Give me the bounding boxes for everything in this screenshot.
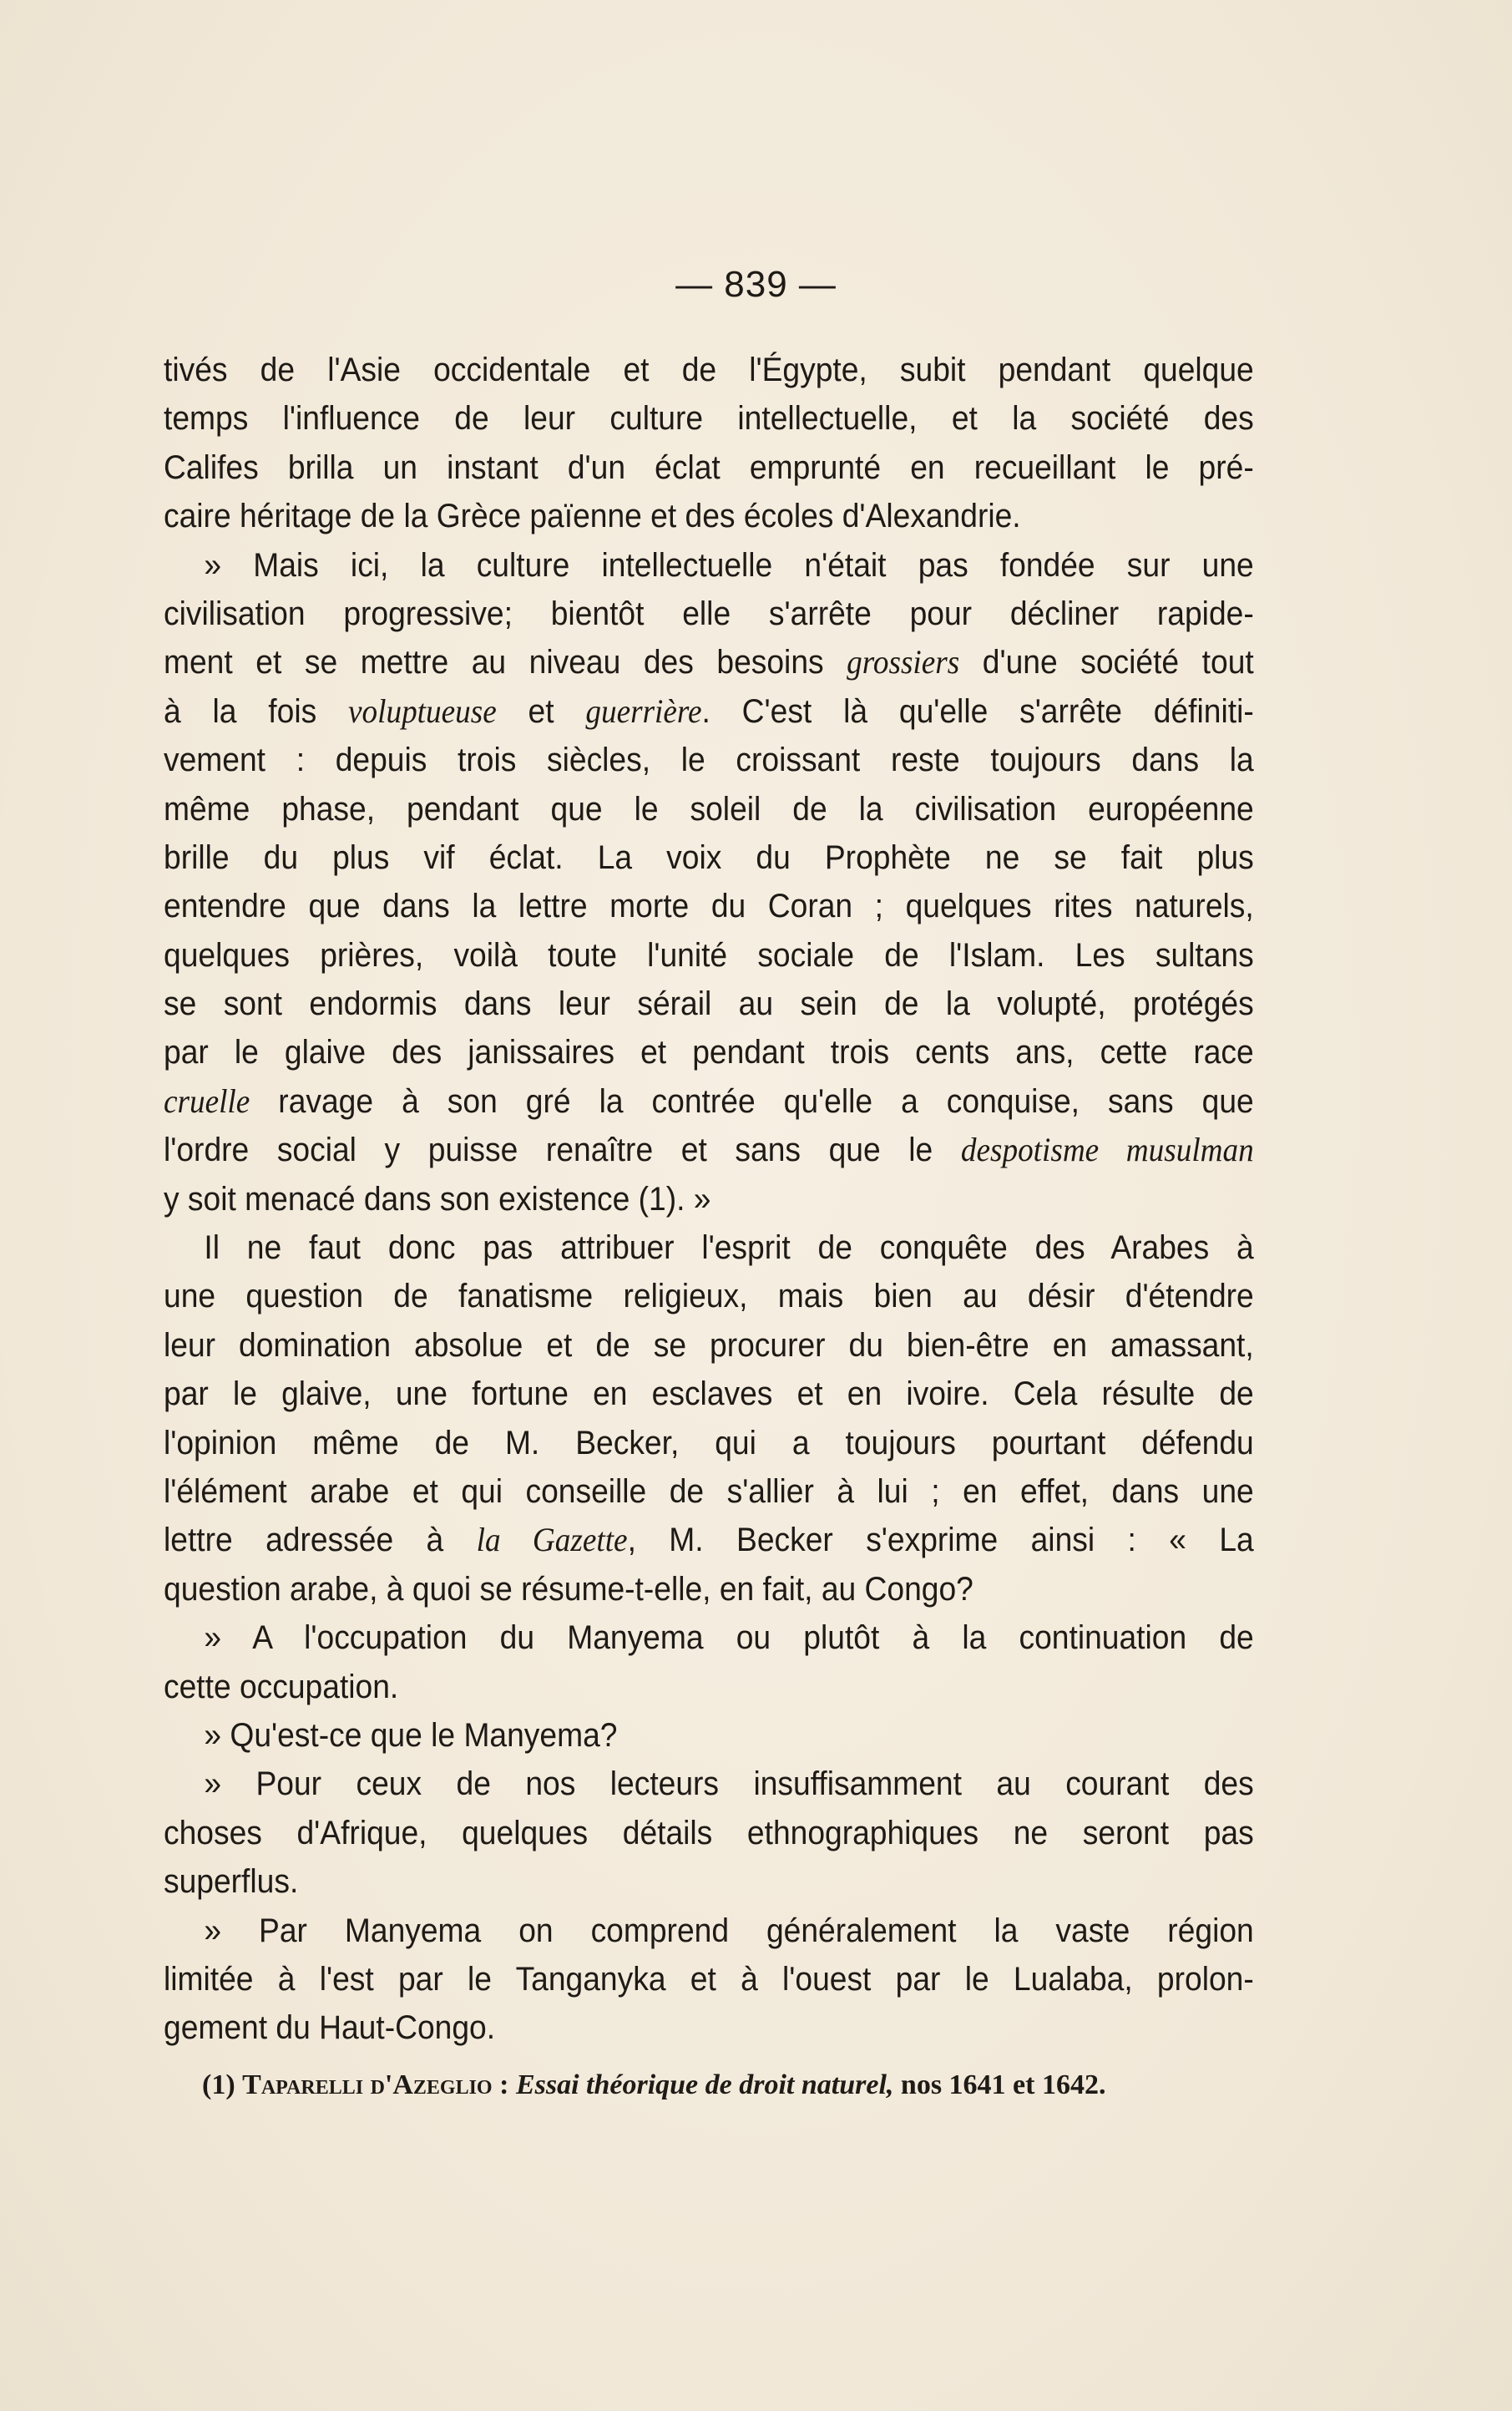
text-segment: ravage à son gré la contrée qu'elle a conquise, sans que — [250, 1082, 1254, 1120]
italic-phrase: voluptueuse — [348, 691, 497, 730]
text-line — [164, 1370, 1254, 1418]
text-line — [164, 1272, 1254, 1320]
text-segment: l'élément arabe et qui conseille de s'allier à lui ; en effet, dans une — [164, 1472, 1254, 1510]
page-number: — 839 — — [675, 264, 837, 305]
text-segment: tivés de l'Asie occidentale et de l'Égypte, subit pendant quelque — [164, 352, 1254, 388]
text-segment: cette occupation. — [164, 1668, 399, 1705]
text-line — [164, 1760, 1254, 1808]
text-line — [164, 833, 1254, 882]
text-segment: caire héritage de la Grèce païenne et des écoles d'Alexandrie. — [164, 498, 1021, 535]
text-segment: temps l'influence de leur culture intellectuelle, et la société des — [164, 400, 1254, 438]
text-segment: quelques prières, voilà toute l'unité sociale de l'Islam. Les sultans — [164, 936, 1254, 974]
text-line — [164, 1077, 1254, 1126]
italic-phrase: guerrière — [585, 691, 702, 730]
text-segment: Califes brilla un instant d'un éclat emprunté en recueillant le pré- — [164, 448, 1254, 486]
text-line — [164, 785, 1254, 833]
text-line — [164, 1223, 1254, 1272]
text-segment: limitée à l'est par le Tanganyka et à l'ouest par le Lualaba, prolon- — [164, 1960, 1254, 1998]
text-segment: » Par Manyema on comprend généralement la vaste région — [204, 1912, 1254, 1949]
text-segment: l'opinion même de M. Becker, qui a toujours pourtant défendu — [164, 1424, 1254, 1461]
text-line — [164, 736, 1254, 784]
text-segment: Il ne faut donc pas attribuer l'esprit de conquête des Arabes à — [204, 1229, 1254, 1267]
text-segment: superflus. — [164, 1863, 299, 1901]
footnote-title: Essai théorique de droit naturel, — [515, 2069, 894, 2100]
text-line — [164, 931, 1254, 980]
italic-phrase: despotisme musulman — [960, 1131, 1254, 1169]
text-segment: ment et se mettre au niveau des besoins — [164, 644, 847, 681]
text-segment: » Pour ceux de nos lecteurs insuffisamment au courant des — [204, 1765, 1254, 1803]
text-line — [164, 443, 1254, 492]
text-line — [164, 346, 1254, 394]
text-line — [164, 1955, 1254, 2003]
text-line — [164, 980, 1254, 1028]
text-segment: civilisation progressive; bientôt elle s'arrête pour décliner rapide- — [164, 595, 1254, 632]
text-segment: y soit menacé dans son existence (1). » — [164, 1180, 711, 1218]
text-segment: entendre que dans la lettre morte du Coran ; quelques rites naturels, — [164, 888, 1254, 925]
text-segment: » A l'occupation du Manyema ou plutôt à la continuation de — [204, 1619, 1254, 1657]
text-segment: , M. Becker s'exprime ainsi : « La — [627, 1522, 1254, 1559]
text-line — [164, 1419, 1254, 1467]
text-line — [164, 1467, 1254, 1516]
text-segment: par le glaive des janissaires et pendant trois cents ans, cette race — [164, 1034, 1254, 1071]
text-segment: et — [496, 692, 586, 730]
text-segment: gement du Haut-Congo. — [164, 2009, 496, 2047]
footnote-separator: : — [492, 2069, 516, 2100]
text-line — [164, 1809, 1254, 1857]
text-line — [164, 1126, 1254, 1174]
text-line — [164, 687, 1254, 736]
text-line — [164, 394, 1254, 443]
footnote-author: Taparelli d'Azeglio — [242, 2069, 493, 2100]
text-line — [164, 1321, 1254, 1370]
body-text — [164, 346, 1254, 2053]
text-segment: même phase, pendant que le soleil de la civilisation européenne — [164, 790, 1254, 828]
text-line — [164, 882, 1254, 930]
text-line — [164, 638, 1254, 686]
text-segment: l'ordre social y puisse renaître et sans que le — [164, 1132, 961, 1169]
italic-phrase: grossiers — [847, 643, 960, 681]
text-line — [164, 2003, 1254, 2052]
text-segment: une question de fanatisme religieux, mais bien au désir d'étendre — [164, 1278, 1254, 1315]
italic-phrase: la Gazette — [476, 1521, 628, 1559]
text-line — [164, 1857, 1254, 1906]
text-line — [164, 1565, 1254, 1613]
text-line — [164, 1907, 1254, 1955]
text-segment: » Qu'est-ce que le Manyema? — [204, 1716, 618, 1754]
text-line — [164, 1175, 1254, 1223]
text-line — [164, 1516, 1254, 1564]
text-segment: brille du plus vif éclat. La voix du Prophète ne se fait plus — [164, 838, 1254, 876]
text-segment: lettre adressée à — [164, 1522, 477, 1559]
text-line — [164, 1663, 1254, 1711]
text-line — [164, 1711, 1254, 1760]
text-line — [164, 1028, 1254, 1076]
text-segment: » Mais ici, la culture intellectuelle n'était pas fondée sur une — [204, 546, 1254, 584]
footnote-ref: nos 1641 et 1642. — [893, 2069, 1106, 2100]
text-line — [164, 541, 1254, 590]
text-segment: d'une société tout — [959, 644, 1254, 681]
text-line — [164, 1613, 1254, 1662]
footnote-number: (1) — [202, 2069, 235, 2100]
italic-phrase: cruelle — [164, 1081, 250, 1120]
footnote — [202, 2064, 1254, 2106]
text-segment: leur domination absolue et de se procurer du bien-être en amassant, — [164, 1326, 1254, 1364]
text-segment: . C'est là qu'elle s'arrête définiti- — [701, 692, 1254, 730]
text-segment: choses d'Afrique, quelques détails ethnographiques ne seront pas — [164, 1814, 1254, 1851]
text-segment: se sont endormis dans leur sérail au sein de la volupté, protégés — [164, 985, 1254, 1023]
text-segment: question arabe, à quoi se résume-t-elle, en fait, au Congo? — [164, 1570, 973, 1608]
text-line — [164, 492, 1254, 540]
text-segment: vement : depuis trois siècles, le croissant reste toujours dans la — [164, 742, 1254, 779]
text-segment: à la fois — [164, 692, 349, 730]
text-segment: par le glaive, une fortune en esclaves et en ivoire. Cela résulte de — [164, 1375, 1254, 1413]
text-line — [164, 590, 1254, 638]
